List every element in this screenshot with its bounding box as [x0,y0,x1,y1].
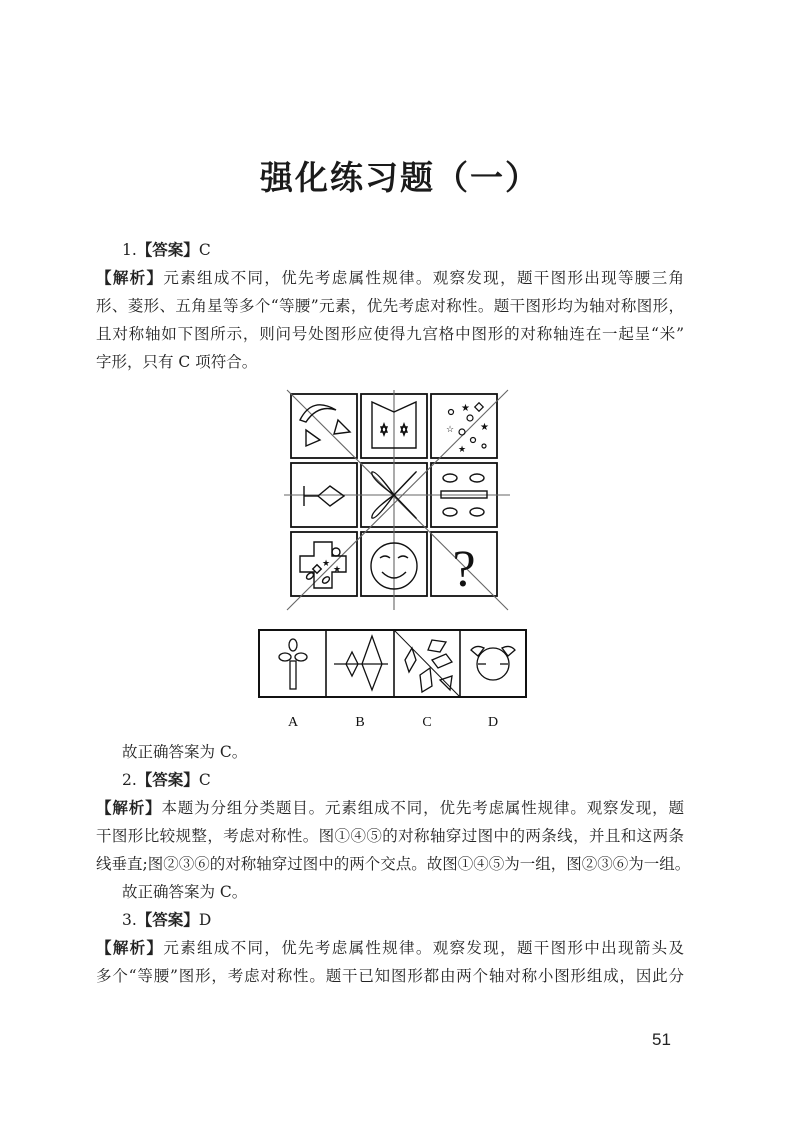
option-b-figure [334,636,388,690]
q3-analysis-line-2: 多个“等腰”图形，考虑对称性。题干已知图形都由两个轴对称小图形组成，因此分 [96,967,684,985]
q1-analysis-text-1: 元素组成不同，优先考虑属性规律。观察发现，题干图形出现等腰三角 [163,269,684,287]
q2-answer: C [198,771,211,789]
q2-number: 2. [122,771,137,789]
options-strip [255,625,535,735]
q1-analysis-line-2: 形、菱形、五角星等多个“等腰”元素，优先考虑对称性。题干图形均为轴对称图形， [96,297,684,315]
option-label-a: A [287,715,299,730]
cell-7-cross-shapes [300,542,346,588]
q1-analysis-line-3: 且对称轴如下图所示，则问号处图形应使得九宫格中图形的对称轴连在一起呈“米” [96,325,684,343]
q1-analysis-line-4: 字形，只有 C 项符合。 [96,353,258,371]
q3-answer-label: 【答案】 [136,911,199,929]
q3-answer: D [198,911,212,929]
svg-text:☆: ☆ [446,425,455,435]
option-label-d: D [487,715,499,730]
q2-answer-label: 【答案】 [136,771,199,789]
q1-analysis-label: 【解析】 [96,269,164,287]
q1-number: 1. [122,241,137,259]
option-d-figure [471,646,515,680]
q2-answer-line [122,770,211,790]
option-label-c: C [422,715,432,730]
svg-text:★: ★ [333,565,342,575]
q2-analysis-label: 【解析】 [96,799,162,817]
grid-question-mark: ? [452,541,476,598]
svg-text:★: ★ [322,559,331,569]
cell-4-arrow-diamond [304,486,344,506]
svg-text:★: ★ [461,403,470,414]
q2-analysis-line-2: 干图形比较规整，考虑对称性。图①④⑤的对称轴穿过图中的两条线，并且和这两条 [96,827,684,845]
q2-analysis-line-1 [96,798,684,818]
nine-grid-figure [280,385,520,613]
svg-text:★: ★ [458,445,467,455]
q3-analysis-text-1: 元素组成不同，优先考虑属性规律。观察发现，题干图形中出现箭头及 [163,939,684,957]
q2-analysis-text-1: 本题为分组分类题目。元素组成不同，优先考虑属性规律。观察发现，题 [161,799,684,817]
q1-conclusion: 故正确答案为 C。 [122,743,248,761]
q3-answer-line [122,910,211,930]
option-c-figure [394,630,460,697]
q3-number: 3. [122,911,137,929]
page-title: 强化练习题（一） [260,158,540,197]
page-number: 51 [652,1030,671,1049]
q1-answer: C [198,241,211,259]
q1-answer-label: 【答案】 [136,241,199,259]
option-a-figure [279,639,307,689]
q2-conclusion: 故正确答案为 C。 [122,883,248,901]
svg-text:★: ★ [480,422,489,433]
option-label-b: B [355,715,365,730]
q1-answer-line [122,240,211,260]
q3-analysis-line-1 [96,938,684,958]
q3-analysis-label: 【解析】 [96,939,164,957]
q2-analysis-line-3: 线垂直;图②③⑥的对称轴穿过图中的两个交点。故图①④⑤为一组，图②③⑥为一组。 [96,855,691,873]
q1-analysis-line-1 [96,268,684,288]
cell-3-stars-circles [446,403,489,455]
